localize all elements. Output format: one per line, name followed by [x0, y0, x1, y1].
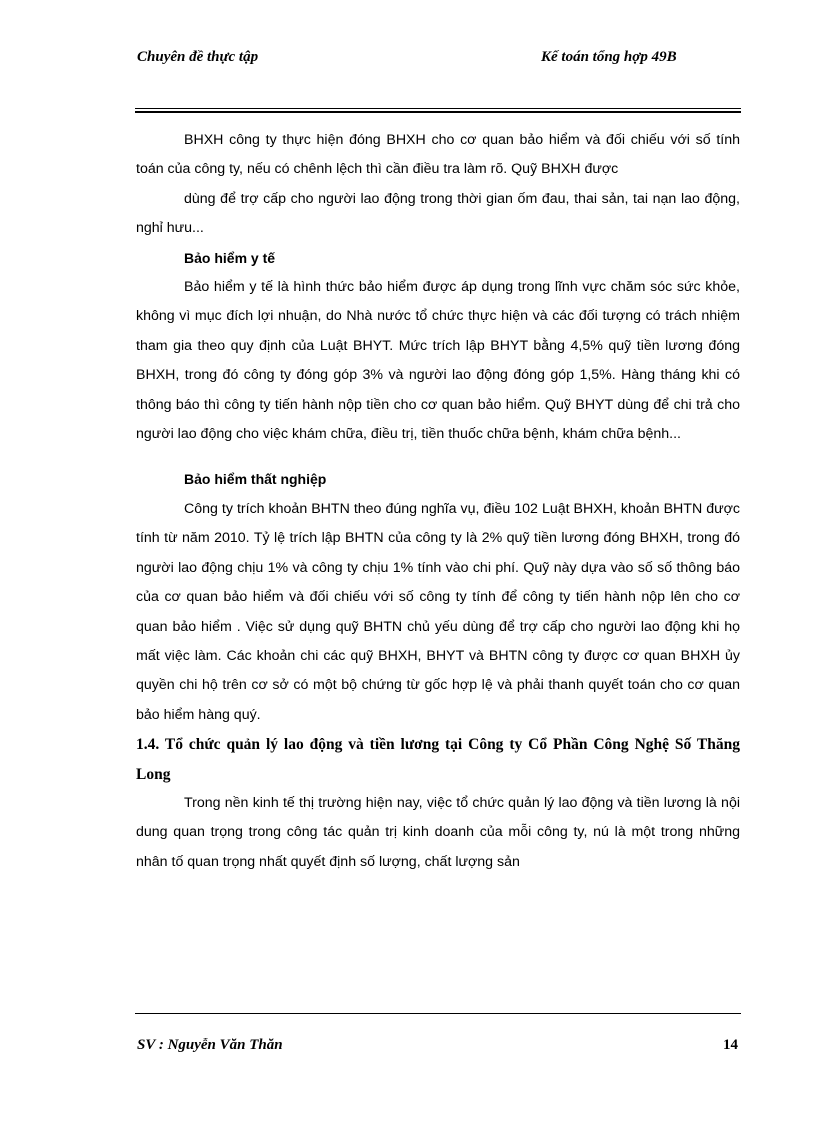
- paragraph-bhxh-usage: dùng để trợ cấp cho người lao động trong thời gian ốm đau, thai sản, tai nạn lao động, nghỉ hưu...: [136, 190, 740, 237]
- paragraph-bhtn: Công ty trích khoản BHTN theo đúng nghĩa vụ, điều 102 Luật BHXH, khoản BHTN được tính từ năm 2010. Tỷ lệ trích lập BHTN của công ty là 2% quỹ tiền lương đóng BHXH, trong đó người lao động chịu 1% và công ty chịu 1% tính vào chi phí. Quỹ này dựa vào số số thông báo của cơ quan bảo hiểm và đối chiếu với số công ty tính để công ty tiến hành nộp lên cho cơ quan bảo hiểm . Việc sử dụng quỹ BHTN chủ yếu dùng để trợ cấp cho người lao động khi họ mất việc làm. Các khoản chi các quỹ BHXH, BHYT và BHTN công ty được cơ quan BHXH ủy quyền chi hộ trên cơ sở có một bộ chứng từ gốc hợp lệ và phải thanh quyết toán cho cơ quan bảo hiểm hàng quý.: [136, 500, 740, 723]
- footer-rule: [135, 1013, 741, 1014]
- header-right-title: Kế toán tổng hợp 49B: [541, 49, 677, 65]
- paragraph-bhxh: BHXH công ty thực hiện đóng BHXH cho cơ quan bảo hiểm và đối chiếu với số tính toán của công ty, nếu có chênh lệch thì cần điều tra làm rõ. Quỹ BHXH được: [136, 132, 740, 178]
- header-left-title: Chuyên đề thực tập: [137, 49, 259, 65]
- header-rule-thin: [135, 108, 741, 109]
- page-number: 14: [723, 1037, 738, 1053]
- footer-student-name: SV : Nguyễn Văn Thăn: [137, 1037, 283, 1053]
- document-body: [136, 126, 740, 877]
- section-heading-1-4: 1.4. Tổ chức quản lý lao động và tiền lương tại Công ty Cổ Phần Công Nghệ Số Thăng Long: [136, 736, 740, 783]
- header-rule-thick: [135, 111, 741, 113]
- paragraph-bhyt: Bảo hiểm y tế là hình thức bảo hiểm được áp dụng trong lĩnh vực chăm sóc sức khỏe, không vì mục đích lợi nhuận, do Nhà nước tổ chức thực hiện và các đối tượng có trách nhiệm tham gia theo quy định của Luật BHYT. Mức trích lập BHYT bằng 4,5% quỹ tiền lương đóng BHXH, trong đó công ty đóng góp 3% và người lao động đóng góp 1,5%. Hàng tháng khi có thông báo thì công ty tiến hành nộp tiền cho cơ quan bảo hiểm. Quỹ BHYT dùng để chi trả cho người lao động cho việc khám chữa, điều trị, tiền thuốc chữa bệnh, khám chữa bệnh...: [136, 279, 740, 443]
- paragraph-to-chuc-quan-ly: Trong nền kinh tế thị trường hiện nay, việc tổ chức quản lý lao động và tiền lương là nội dung quan trọng trong công tác quản trị kinh doanh của mỗi công ty, nú là một trong những nhân tố quan trọng nhất quyết định số lượng, chất lượng sản: [136, 794, 740, 870]
- heading-bao-hiem-y-te: Bảo hiểm y tế: [184, 249, 276, 266]
- heading-bao-hiem-that-nghiep: Bảo hiểm thất nghiệp: [184, 471, 327, 488]
- spacer: [136, 449, 740, 465]
